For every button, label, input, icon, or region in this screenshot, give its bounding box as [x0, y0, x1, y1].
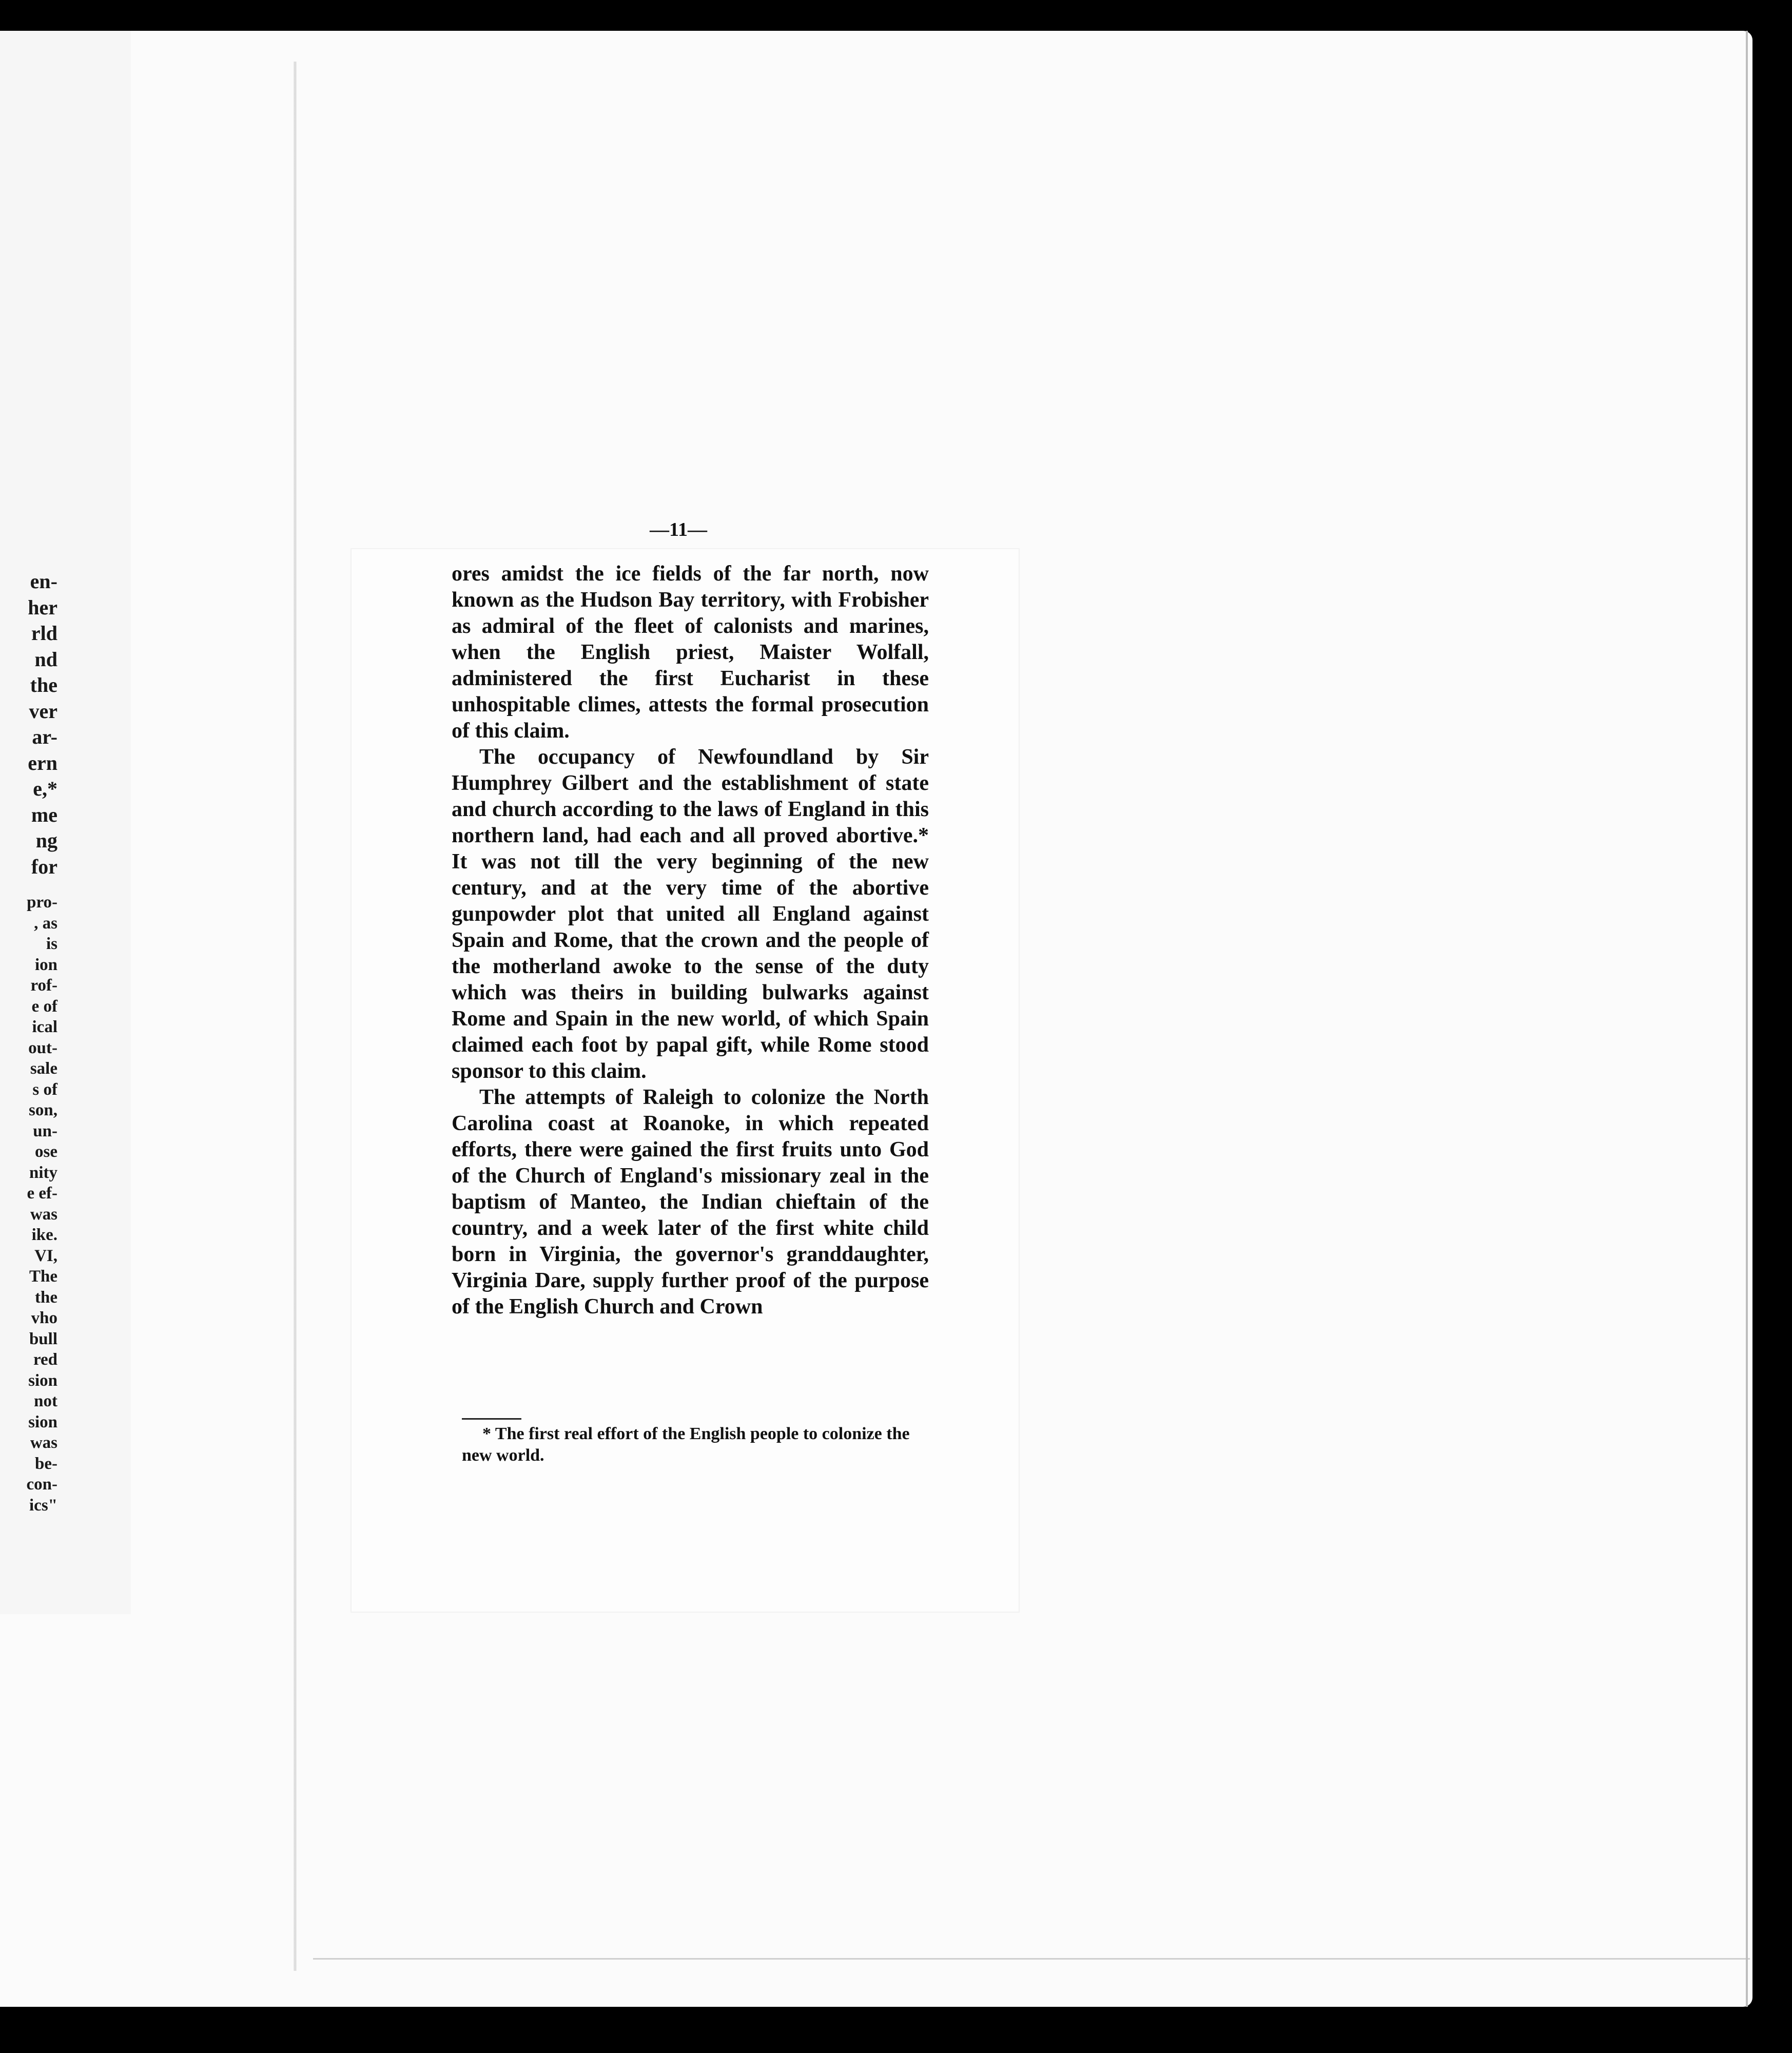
fragment-line: sion — [28, 1412, 57, 1431]
fragment-line: ical — [32, 1018, 57, 1036]
page-fold-line — [294, 62, 297, 1971]
previous-page-fragments-upper — [0, 569, 57, 880]
fragment-line: rld — [31, 622, 57, 645]
fragment-line: un- — [33, 1121, 57, 1140]
fragment-line: e of — [31, 997, 57, 1016]
fragment-line: ar- — [32, 725, 57, 748]
fragment-line: ose — [35, 1142, 57, 1161]
previous-page-fragments-lower — [0, 892, 57, 1516]
page-number: —11— — [650, 519, 707, 540]
fragment-line: ng — [35, 829, 57, 852]
fragment-line: ics" — [29, 1496, 57, 1515]
fragment-line: sale — [30, 1059, 57, 1078]
fragment-line: en- — [30, 570, 57, 593]
paragraph-raleigh: The attempts of Raleigh to colonize the North Carolina coast at Roanoke, in which repeated efforts, there were gained the first fruits unto God of the Church of England's missionary zeal in the baptism of Manteo, the Indian chieftain of the country, and a week later of the first white child born in Virginia, the governor's granddaughter, Virginia Dare, supply further proof of the purpose of the English Church and Crown — [452, 1086, 929, 1319]
scan-right-edge — [1746, 31, 1748, 2007]
fragment-line: out- — [28, 1038, 57, 1057]
fragment-line: ver — [29, 699, 57, 723]
fragment-line: me — [31, 803, 57, 826]
fragment-line: e ef- — [27, 1184, 57, 1203]
fragment-line: nd — [34, 647, 57, 671]
fragment-line: was — [30, 1434, 57, 1452]
paragraph-newfoundland: The occupancy of Newfoundland by Sir Humphrey Gilbert and the establishment of state and church according to the laws of England in this northern land, had each and all proved abortive.* It was not till the very beginning of the new century, and at the very time of the abortive gunpowder plot that united all England against Spain and Rome, that the crown and the people of the motherland awoke to the sense of the duty which was theirs in building bulwarks against Rome and Spain in the new world, of which Spain claimed each foot by papal gift, while Rome stood sponsor to this claim. — [452, 745, 929, 1083]
fragment-line: ern — [28, 751, 57, 774]
fragment-line: was — [30, 1205, 57, 1224]
fragment-line: is — [46, 935, 57, 953]
fragment-line: The — [29, 1267, 57, 1286]
fragment-line: s of — [32, 1080, 57, 1099]
page-body — [452, 561, 929, 1320]
fragment-line: the — [35, 1288, 57, 1307]
paragraph-continued: ores amidst the ice fields of the far north, now known as the Hudson Bay territory, with Frobisher as admiral of the fleet of calonists and marines, when the English priest, Maister Wolfall, administered the first Eucharist in these unhospitable climes, attests the formal prosecution of this claim. — [452, 562, 929, 743]
fragment-line: be- — [35, 1454, 57, 1473]
fragment-line: her — [28, 595, 57, 619]
fragment-line: son, — [29, 1101, 57, 1119]
fragment-line: pro- — [27, 893, 57, 912]
fragment-line: red — [33, 1350, 57, 1369]
fragment-line: for — [31, 855, 57, 878]
fragment-line: , as — [34, 914, 57, 933]
fragment-line: the — [30, 673, 57, 696]
fragment-line: con- — [26, 1475, 57, 1494]
fragment-line: e,* — [33, 777, 57, 800]
fragment-line: ike. — [31, 1226, 57, 1244]
fragment-line: rof- — [30, 976, 57, 995]
fragment-line: ion — [34, 955, 57, 974]
fragment-line: bull — [29, 1329, 57, 1348]
scan-bottom-rule — [313, 1958, 1750, 1960]
footnote-divider — [462, 1418, 521, 1420]
fragment-line: VI, — [34, 1246, 57, 1265]
fragment-line: sion — [28, 1371, 57, 1390]
fragment-line: vho — [31, 1309, 57, 1327]
fragment-line: not — [34, 1392, 57, 1410]
footnote: * The first real effort of the English people to colonize the new world. — [462, 1424, 910, 1465]
fragment-line: nity — [29, 1163, 57, 1182]
